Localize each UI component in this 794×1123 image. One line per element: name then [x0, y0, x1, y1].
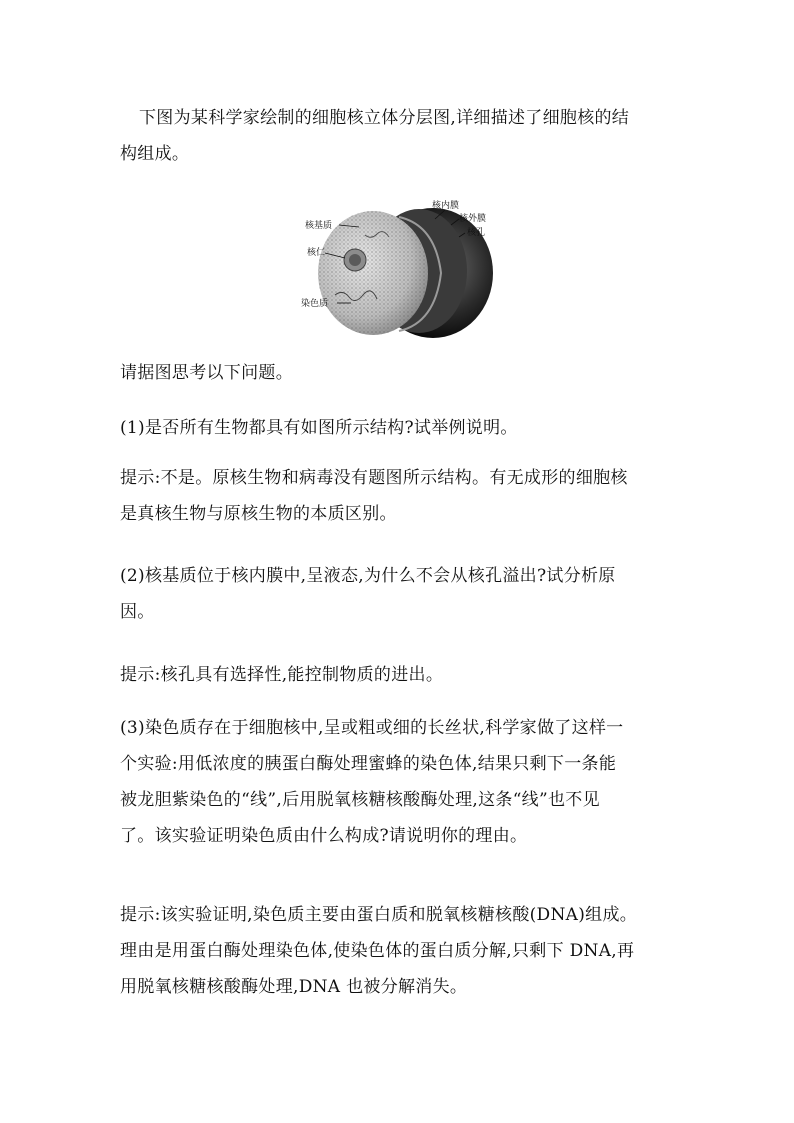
intro-line-2: 构组成。: [120, 144, 190, 164]
q3-question-line-2: 个实验:用低浓度的胰蛋白酶处理蜜蜂的染色体,结果只剩下一条能: [120, 754, 617, 774]
q3-question-line-1: (3)染色质存在于细胞核中,呈或粗或细的长丝状,科学家做了这样一: [120, 718, 624, 738]
q3-question-line-4: 了。该实验证明染色质由什么构成?请说明你的理由。: [120, 826, 528, 846]
q3-hint-line-2: 理由是用蛋白酶处理染色体,使染色体的蛋白质分解,只剩下 DNA,再: [120, 941, 635, 961]
q2-question-line-1: (2)核基质位于核内膜中,呈液态,为什么不会从核孔溢出?试分析原: [120, 566, 616, 586]
label-nuclear-pore: 核孔: [467, 228, 486, 238]
q1-question-line: (1)是否所有生物都具有如图所示结构?试举例说明。: [120, 418, 518, 438]
nucleus-diagram: [295, 195, 505, 340]
q2-question-line-2: 因。: [120, 602, 155, 622]
q2-hint: [120, 657, 680, 693]
label-outer-membrane: 核外膜: [459, 214, 487, 224]
q1-hint-line-2: 是真核生物与原核生物的本质区别。: [120, 504, 397, 524]
q1-question: [120, 410, 680, 446]
intro-line-1: 下图为某科学家绘制的细胞核立体分层图,详细描述了细胞核的结: [139, 108, 630, 128]
label-nucleoplasm: 核基质: [305, 221, 333, 231]
q2-hint-line: 提示:核孔具有选择性,能控制物质的进出。: [120, 665, 444, 685]
intro-paragraph: [120, 100, 680, 172]
prompt-paragraph: [120, 355, 680, 391]
label-inner-membrane: 核内膜: [432, 201, 460, 211]
q1-hint: [120, 460, 680, 532]
label-nucleolus: 核仁: [307, 248, 326, 258]
q3-question-line-3: 被龙胆紫染色的“线”,后用脱氧核糖核酸酶处理,这条“线”也不见: [120, 790, 600, 810]
q2-question: [120, 558, 680, 630]
q3-question: [120, 710, 680, 854]
prompt-line: 请据图思考以下问题。: [120, 363, 293, 383]
q1-hint-line-1: 提示:不是。原核生物和病毒没有题图所示结构。有无成形的细胞核: [120, 468, 628, 488]
q3-hint-line-3: 用脱氧核糖核酸酶处理,DNA 也被分解消失。: [120, 977, 468, 997]
q3-hint: [120, 897, 680, 1005]
q3-hint-line-1: 提示:该实验证明,染色质主要由蛋白质和脱氧核糖核酸(DNA)组成。: [120, 905, 638, 925]
label-chromatin: 染色质: [301, 299, 329, 309]
